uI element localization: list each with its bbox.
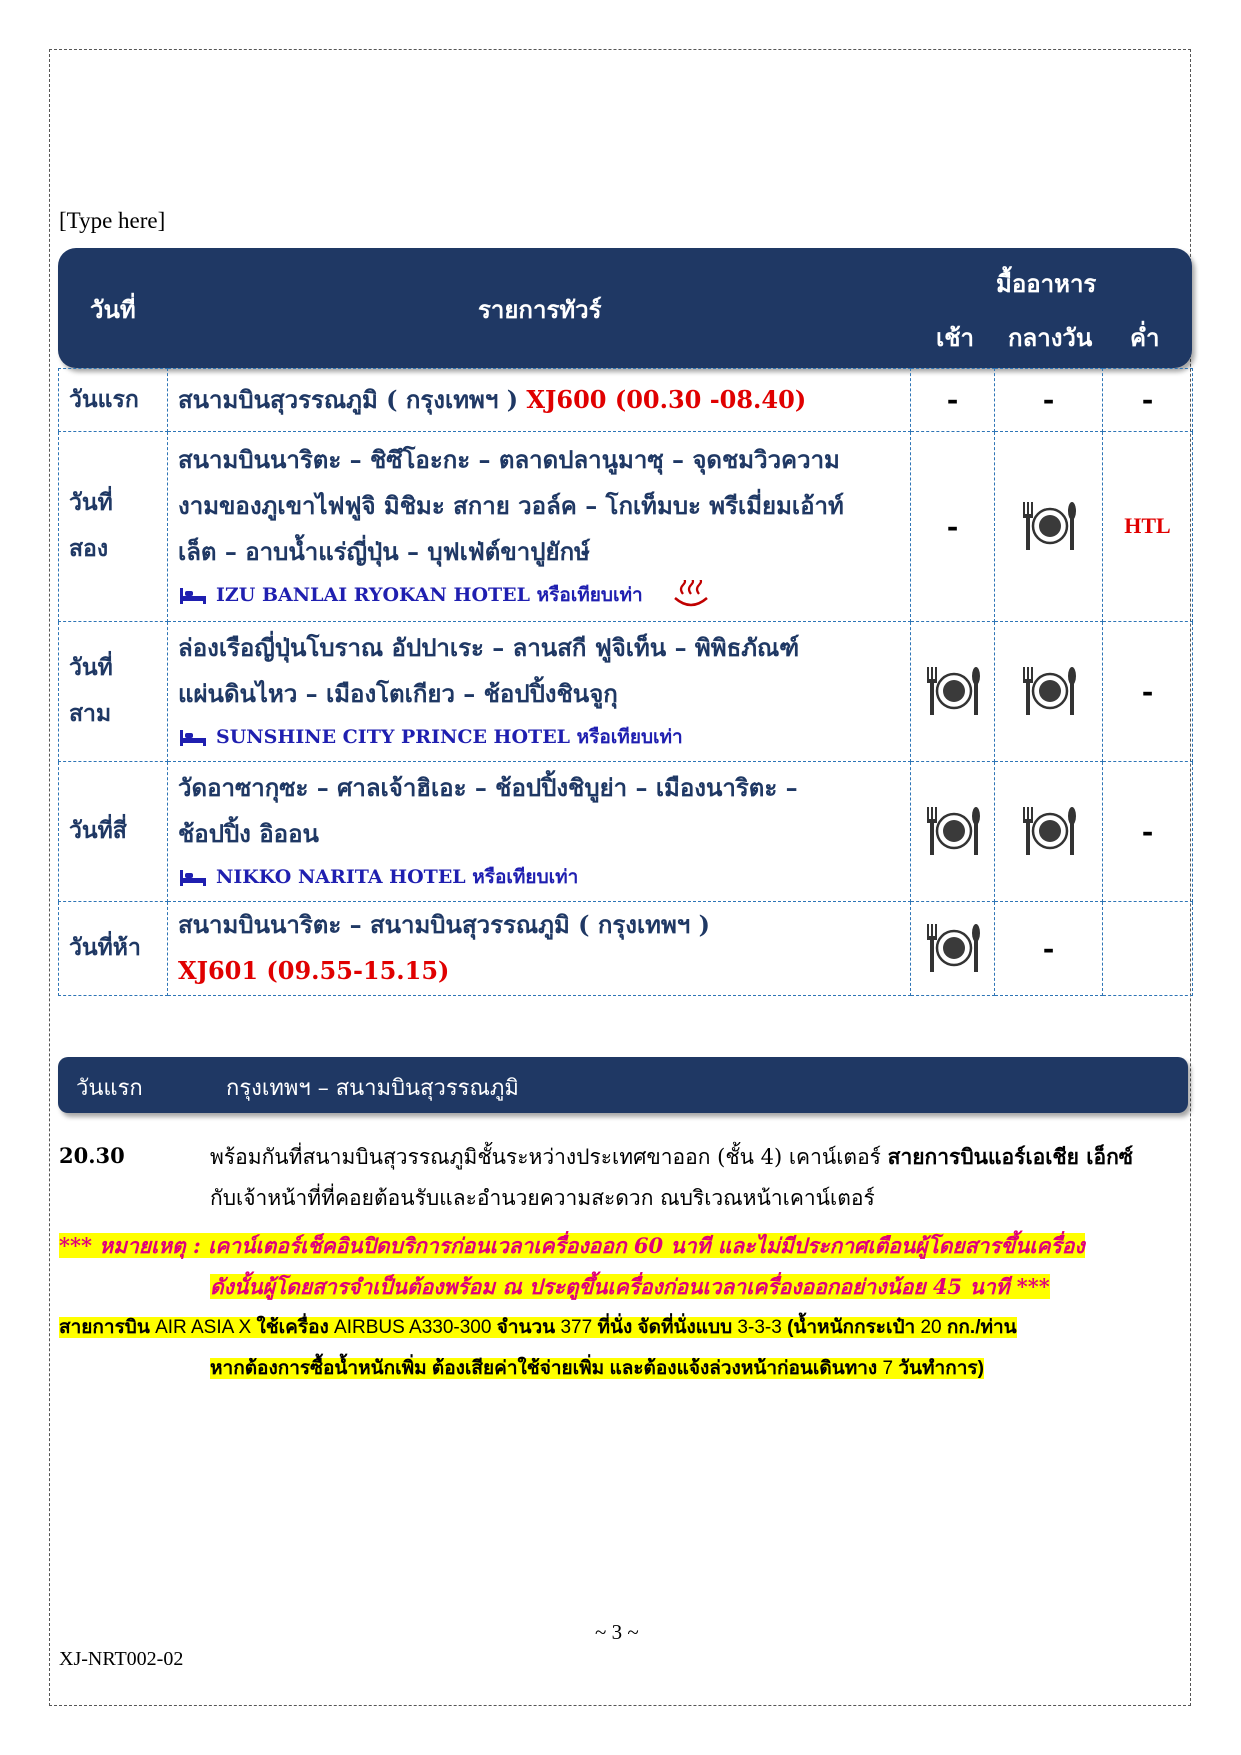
airline-text: วันทำการ) xyxy=(898,1358,984,1379)
lunch-cell xyxy=(995,901,1103,995)
day-cell xyxy=(59,901,168,995)
program-line: ล่องเรือญี่ปุ่นโบราณ อัปปาเระ – ลานสกี ฟูจิเท็น – พิพิธภัณฑ์ xyxy=(178,633,800,663)
page-number: ~ 3 ~ xyxy=(595,1620,639,1644)
table-row xyxy=(59,621,1193,761)
header-program: รายการทัวร์ xyxy=(478,295,602,324)
table-row xyxy=(59,901,1193,995)
meal-dash: - xyxy=(1042,383,1055,417)
hot-spring-icon xyxy=(671,580,711,610)
meal-icon xyxy=(1019,663,1079,719)
itinerary-table-header xyxy=(58,248,1192,368)
bed-icon xyxy=(178,866,208,888)
meal-dash: - xyxy=(1141,383,1154,417)
airline-name: สายการบินแอร์เอเชีย เอ็กซ์ xyxy=(887,1144,1134,1169)
program-cell xyxy=(168,431,911,621)
hotel-line xyxy=(178,857,910,897)
program-cell xyxy=(168,621,911,761)
entry-time: 20.30 xyxy=(59,1143,125,1168)
program-cell xyxy=(168,901,911,995)
day-cell xyxy=(59,621,168,761)
table-row xyxy=(59,761,1193,901)
lunch-cell xyxy=(995,621,1103,761)
meal-dash: - xyxy=(1141,674,1154,708)
flight-info: XJ601 (09.55-15.15) xyxy=(178,956,450,986)
day-label: สอง xyxy=(69,535,109,563)
airline-text: 7 xyxy=(877,1358,899,1379)
day-label: วันที่ xyxy=(69,654,113,682)
airline-text: 377 xyxy=(555,1317,598,1338)
checkin-note xyxy=(59,1225,1189,1307)
airline-info xyxy=(59,1307,1189,1389)
table-row xyxy=(59,369,1193,432)
program-cell xyxy=(168,761,911,901)
bed-icon xyxy=(178,584,208,606)
airline-line xyxy=(59,1317,1017,1338)
document-code: XJ-NRT002-02 xyxy=(59,1648,184,1670)
entry-text xyxy=(210,1136,1185,1219)
airline-line xyxy=(210,1358,984,1379)
hotel-name: NIKKO NARITA HOTEL หรือเทียบเท่า xyxy=(216,866,579,889)
day-label: สาม xyxy=(69,700,112,728)
hotel-meal-label: HTL xyxy=(1124,513,1171,539)
dinner-cell xyxy=(1103,621,1193,761)
entry-text-line: กับเจ้าหน้าที่ที่คอยต้อนรับและอำนวยความสะดวก ณบริเวณหน้าเคาน์เตอร์ xyxy=(210,1186,875,1210)
airline-text: AIRBUS A330-300 xyxy=(328,1317,497,1338)
program-line: สนามบินนาริตะ – สนามบินสุวรรณภูมิ ( กรุงเทพฯ ) xyxy=(178,910,710,940)
program-line: ช้อปปิ้ง อิออน xyxy=(178,819,319,849)
program-line: แผ่นดินไหว – เมืองโตเกียว – ช้อปปิ้งชินจูกุ xyxy=(178,679,618,709)
note-line: *** หมายเหตุ : เคาน์เตอร์เช็คอินปิดบริการก่อนเวลาเครื่องออก 60 นาที และไม่มีประกาศเตือนผู้โดยสารขึ้นเครื่อง xyxy=(59,1233,1085,1258)
dinner-cell xyxy=(1103,901,1193,995)
program-line: สนามบินสุวรรณภูมิ ( กรุงเทพฯ ) xyxy=(178,384,519,414)
day-label: วันที่ xyxy=(69,489,113,517)
lunch-cell xyxy=(995,369,1103,432)
table-row xyxy=(59,431,1193,621)
program-line: เล็ต – อาบน้ำแร่ญี่ปุ่น – บุฟเฟ่ต์ขาปูยักษ์ xyxy=(178,537,590,567)
meal-dash: - xyxy=(1141,814,1154,848)
breakfast-cell xyxy=(911,761,995,901)
header-meals: มื้ออาหาร xyxy=(996,269,1097,298)
banner-day: วันแรก xyxy=(76,1076,143,1101)
airline-text: AIR ASIA X xyxy=(149,1317,257,1338)
airline-text: สายการบิน xyxy=(59,1317,150,1338)
airline-text: (น้ำหนักกระเป๋า xyxy=(787,1317,916,1338)
airline-text: 20 xyxy=(915,1317,947,1338)
meal-dash: - xyxy=(1042,931,1055,965)
hotel-name: SUNSHINE CITY PRINCE HOTEL หรือเทียบเท่า xyxy=(216,726,683,749)
hotel-line xyxy=(178,575,910,615)
note-line: ดังนั้นผู้โดยสารจำเป็นต้องพร้อม ณ ประตูขึ้นเครื่องก่อนเวลาเครื่องออกอย่างน้อย 45 นาที *** xyxy=(210,1274,1050,1299)
dinner-cell xyxy=(1103,431,1193,621)
day-label: วันที่สี่ xyxy=(69,817,127,845)
lunch-cell xyxy=(995,431,1103,621)
lunch-cell xyxy=(995,761,1103,901)
meal-icon xyxy=(1019,803,1079,859)
day-label: วันแรก xyxy=(69,385,139,413)
program-line: สนามบินนาริตะ – ชิซึโอะกะ – ตลาดปลานูมาซุ – จุดชมวิวความ xyxy=(178,445,840,475)
hotel-line xyxy=(178,717,910,757)
day-cell xyxy=(59,369,168,432)
header-placeholder: [Type here] xyxy=(59,208,166,233)
header-day: วันที่ xyxy=(90,295,136,324)
banner-title: กรุงเทพฯ – สนามบินสุวรรณภูมิ xyxy=(226,1076,519,1101)
header-lunch: กลางวัน xyxy=(1008,323,1093,352)
bed-icon xyxy=(178,726,208,748)
airline-text: ใช้เครื่อง xyxy=(256,1317,329,1338)
meal-dash: - xyxy=(946,383,959,417)
meal-icon xyxy=(1019,498,1079,554)
dinner-cell xyxy=(1103,761,1193,901)
dinner-cell xyxy=(1103,369,1193,432)
entry-text-line: พร้อมกันที่สนามบินสุวรรณภูมิชั้นระหว่างประเทศขาออก (ชั้น 4) เคาน์เตอร์ xyxy=(210,1145,888,1169)
airline-text: ที่นั่ง จัดที่นั่งแบบ xyxy=(597,1317,733,1338)
program-line: วัดอาซากุซะ – ศาลเจ้าฮิเอะ – ช้อปปิ้งชิบูย่า – เมืองนาริตะ – xyxy=(178,773,798,803)
breakfast-cell xyxy=(911,621,995,761)
program-cell xyxy=(168,369,911,432)
header-dinner: ค่ำ xyxy=(1130,323,1160,352)
meal-icon xyxy=(923,920,983,976)
breakfast-cell xyxy=(911,431,995,621)
program-line: งามของภูเขาไฟฟูจิ มิชิมะ สกาย วอล์ค – โกเท็มบะ พรีเมี่ยมเอ้าท์ xyxy=(178,491,844,521)
header-breakfast: เช้า xyxy=(936,323,974,352)
breakfast-cell xyxy=(911,369,995,432)
meal-icon xyxy=(923,663,983,719)
day-one-banner xyxy=(58,1057,1188,1113)
day-label: วันที่ห้า xyxy=(69,934,141,962)
airline-text: 3-3-3 xyxy=(732,1317,788,1338)
breakfast-cell xyxy=(911,901,995,995)
hotel-name: IZU BANLAI RYOKAN HOTEL หรือเทียบเท่า xyxy=(216,584,643,607)
airline-text: หากต้องการซื้อน้ำหนักเพิ่ม ต้องเสียค่าใช้จ่ายเพิ่ม และต้องแจ้งล่วงหน้าก่อนเดินทาง xyxy=(210,1358,878,1379)
day-cell xyxy=(59,431,168,621)
itinerary-table xyxy=(58,368,1192,996)
meal-icon xyxy=(923,803,983,859)
meal-dash: - xyxy=(946,509,959,543)
airline-text: กก./ท่าน xyxy=(946,1317,1017,1338)
flight-info: XJ600 (00.30 -08.40) xyxy=(526,384,807,414)
airline-text: จำนวน xyxy=(496,1317,556,1338)
day-cell xyxy=(59,761,168,901)
